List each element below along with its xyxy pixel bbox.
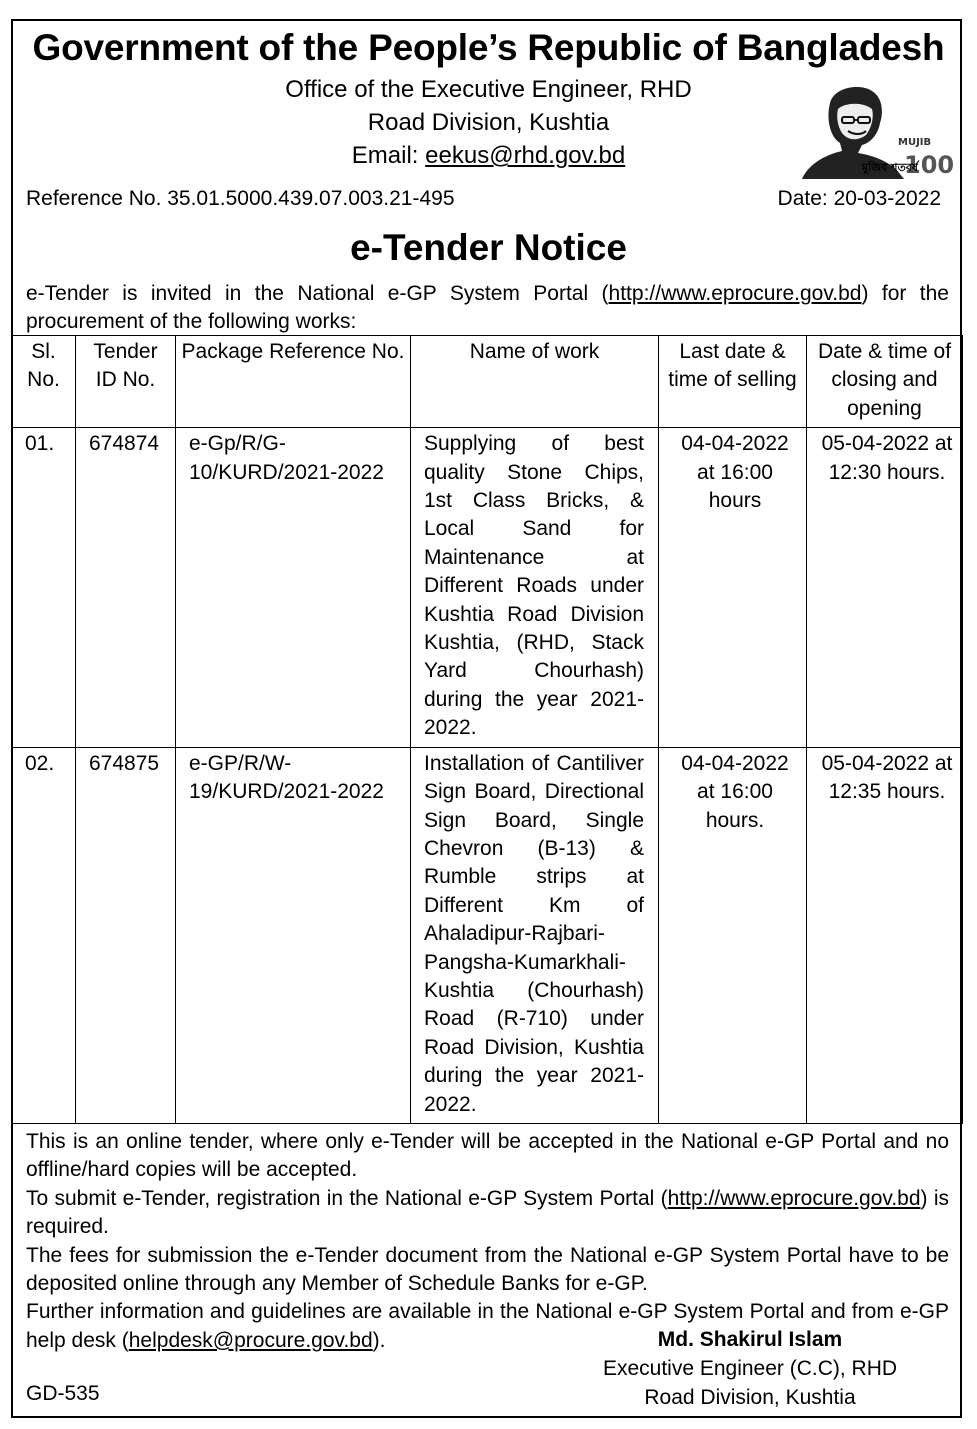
email-link[interactable]: eekus@rhd.gov.bd (425, 142, 626, 169)
signatory-office: Road Division, Kushtia (644, 1386, 856, 1409)
logo-100-text: 100 (904, 151, 955, 179)
signature-block (560, 1325, 940, 1412)
footer-note-helpdesk-end: ). (372, 1328, 386, 1352)
tender-table (11, 335, 963, 1124)
cell-name-of-work: Installation of Cantiliver Sign Board, Directional Sign Board, Single Chevron (B-13) & Rumble strips at Different Km of Ahaladipur-Rajbari-Pangsha-Kumarkhali-Kushtia (Chourhash) Road (R-710) under Road Division, Kushtia during the year 2021-2022. (411, 747, 659, 1123)
cell-name-of-work: Supplying of best quality Stone Chips, 1st Class Bricks, & Local Sand for Maintenance at Different Roads under Kushtia Road Division Kushtia, (RHD, Stack Yard Chourhash) during the year 2021-2022. (411, 428, 659, 747)
notice-title: e-Tender Notice (350, 227, 627, 268)
cell-package-ref: e-GP/R/W-19/KURD/2021-2022 (176, 747, 411, 1123)
cell-tender-id: 674875 (76, 747, 176, 1123)
intro-text-start: e-Tender is invited in the National e-GP System Portal ( (26, 282, 609, 305)
footer-note-fees: The fees for submission the e-Tender document from the National e-GP System Portal have to be deposited online through any Member of Schedule Banks for e-GP. (26, 1243, 949, 1296)
header-closing-opening: Date & time of closing and opening (807, 336, 963, 428)
table-row (12, 747, 963, 1123)
footer-note-online: This is an online tender, where only e-Tender will be accepted in the National e-GP Portal and no offline/hard copies will be accepted. (26, 1130, 949, 1182)
cell-sl-no: 01. (12, 428, 76, 747)
footer-note-registration-start: To submit e-Tender, registration in the National e-GP System Portal ( (26, 1186, 668, 1210)
signatory-designation: Executive Engineer (C.C), RHD (602, 1357, 898, 1380)
notice-date: Date: 20-03-2022 (777, 187, 941, 210)
logo-bangla-text: মুজিব শতবর্ষ (862, 161, 918, 174)
eprocure-link-footer[interactable]: http://www.eprocure.gov.bd (667, 1186, 921, 1210)
cell-closing-date: 05-04-2022 at 12:30 hours. (807, 428, 963, 747)
gd-code: GD-535 (26, 1382, 100, 1405)
intro-text-end: ) for the procurement of the following works: (26, 282, 949, 333)
cell-closing-date: 05-04-2022 at 12:35 hours. (807, 747, 963, 1123)
reference-number: Reference No. 35.01.5000.439.07.003.21-495 (26, 187, 455, 210)
footer-note-registration (26, 1185, 949, 1242)
cell-tender-id: 674874 (76, 428, 176, 747)
division-name: Road Division, Kushtia (367, 109, 610, 136)
signatory-name: Md. Shakirul Islam (657, 1328, 843, 1351)
footer-note-helpdesk-start: Further information and guidelines are available in the National e-GP System Portal and from e-GP help desk ( (26, 1300, 949, 1352)
cell-selling-date: 04-04-2022 at 16:00 hours. (659, 747, 807, 1123)
header-name-of-work: Name of work (411, 336, 659, 428)
table-row (12, 428, 963, 747)
notice-intro (26, 280, 949, 336)
eprocure-link[interactable]: http://www.eprocure.gov.bd (608, 282, 862, 305)
footer-note-registration-end: ) is required. (26, 1186, 949, 1239)
table-header-row (12, 336, 963, 428)
mujib-100-logo (800, 83, 955, 179)
office-name: Office of the Executive Engineer, RHD (285, 76, 692, 103)
header-sl-no: Sl. No. (12, 336, 76, 428)
government-title: Government of the People’s Republic of Bangladesh (32, 27, 945, 68)
header-package-ref: Package Reference No. (176, 336, 411, 428)
header-last-date-selling: Last date & time of selling (659, 336, 807, 428)
cell-package-ref: e-Gp/R/G-10/KURD/2021-2022 (176, 428, 411, 747)
header-tender-id: Tender ID No. (76, 336, 176, 428)
footer-notes (26, 1128, 949, 1355)
cell-selling-date: 04-04-2022 at 16:00 hours (659, 428, 807, 747)
email-label: Email: (351, 142, 426, 169)
cell-sl-no: 02. (12, 747, 76, 1123)
helpdesk-email-link[interactable]: helpdesk@procure.gov.bd (128, 1328, 373, 1352)
logo-mujib-text: MUJIB (898, 137, 932, 148)
